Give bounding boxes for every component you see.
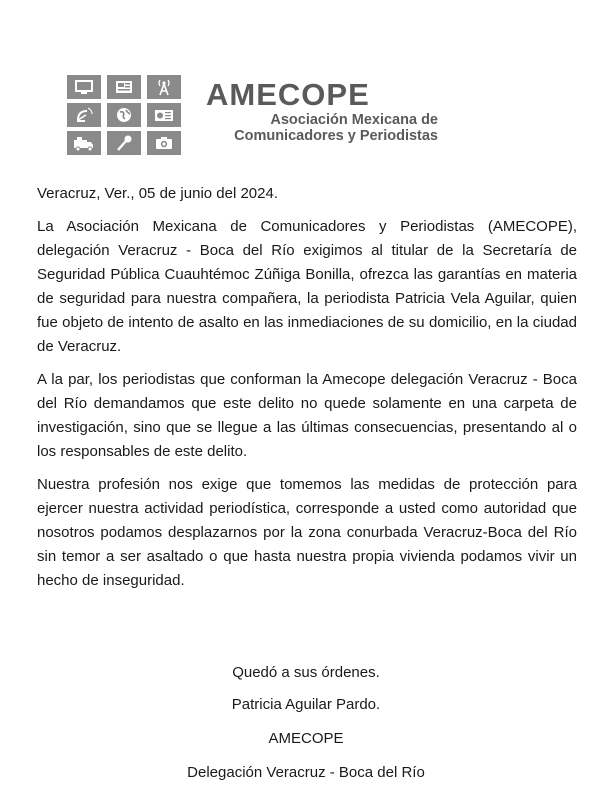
- newspaper-icon: [107, 75, 141, 99]
- signer-name: Patricia Aguilar Pardo.: [231, 696, 381, 713]
- radio-icon: [147, 103, 181, 127]
- satellite-icon: [67, 103, 101, 127]
- letter-date: Veracruz, Ver., 05 de junio del 2024.: [37, 185, 279, 202]
- paragraph-1: La Asociación Mexicana de Comunicadores y Periodistas (AMECOPE), delegación Veracruz - Boca del Río exigimos al titular de la Secretaría de Seguridad Pública Cuauhtémoc Zúñiga Bonilla, ofrezca las garantías en materia de seguridad para nuestra compañera, la periodista Patricia Vela Aguilar, quien fue objeto de intento de asalto en las inmediaciones de su domicilio, en la ciudad de Veracruz.: [37, 218, 577, 355]
- camera-truck-icon: [67, 131, 101, 155]
- letter-body: [37, 182, 577, 602]
- signer-organization: AMECOPE: [268, 730, 344, 747]
- antenna-icon: [147, 75, 181, 99]
- signer-delegation: Delegación Veracruz - Boca del Río: [187, 764, 425, 781]
- logo-icon-grid: [62, 72, 180, 158]
- logo-name: AMECOPE: [206, 77, 370, 112]
- logo-subtitle-line2: Comunicadores y Periodistas: [234, 128, 438, 144]
- monitor-icon: [67, 75, 101, 99]
- microphone-icon: [107, 131, 141, 155]
- logo-subtitle-line1: Asociación Mexicana de: [270, 112, 438, 128]
- logo-brand: [192, 78, 452, 144]
- paragraph-2: A la par, los periodistas que conforman la Amecope delegación Veracruz - Boca del Río demandamos que este delito no quede solamente en una carpeta de investigación, sino que se llegue a las últimas consecuencias, presentando al o los responsables de este delito.: [37, 371, 577, 460]
- closing-line: Quedó a sus órdenes.: [232, 664, 380, 681]
- paragraph-3: Nuestra profesión nos exige que tomemos las medidas de protección para ejercer nuestra actividad periodística, corresponde a usted como autoridad que nosotros podamos desplazarnos por la zona conurbada Veracruz-Boca del Río sin temor a ser asaltado o que hasta nuestra propia vivienda podamos vivir un hecho de inseguridad.: [37, 476, 577, 589]
- camera-icon: [147, 131, 181, 155]
- amecope-logo: [62, 72, 442, 158]
- globe-icon: [107, 103, 141, 127]
